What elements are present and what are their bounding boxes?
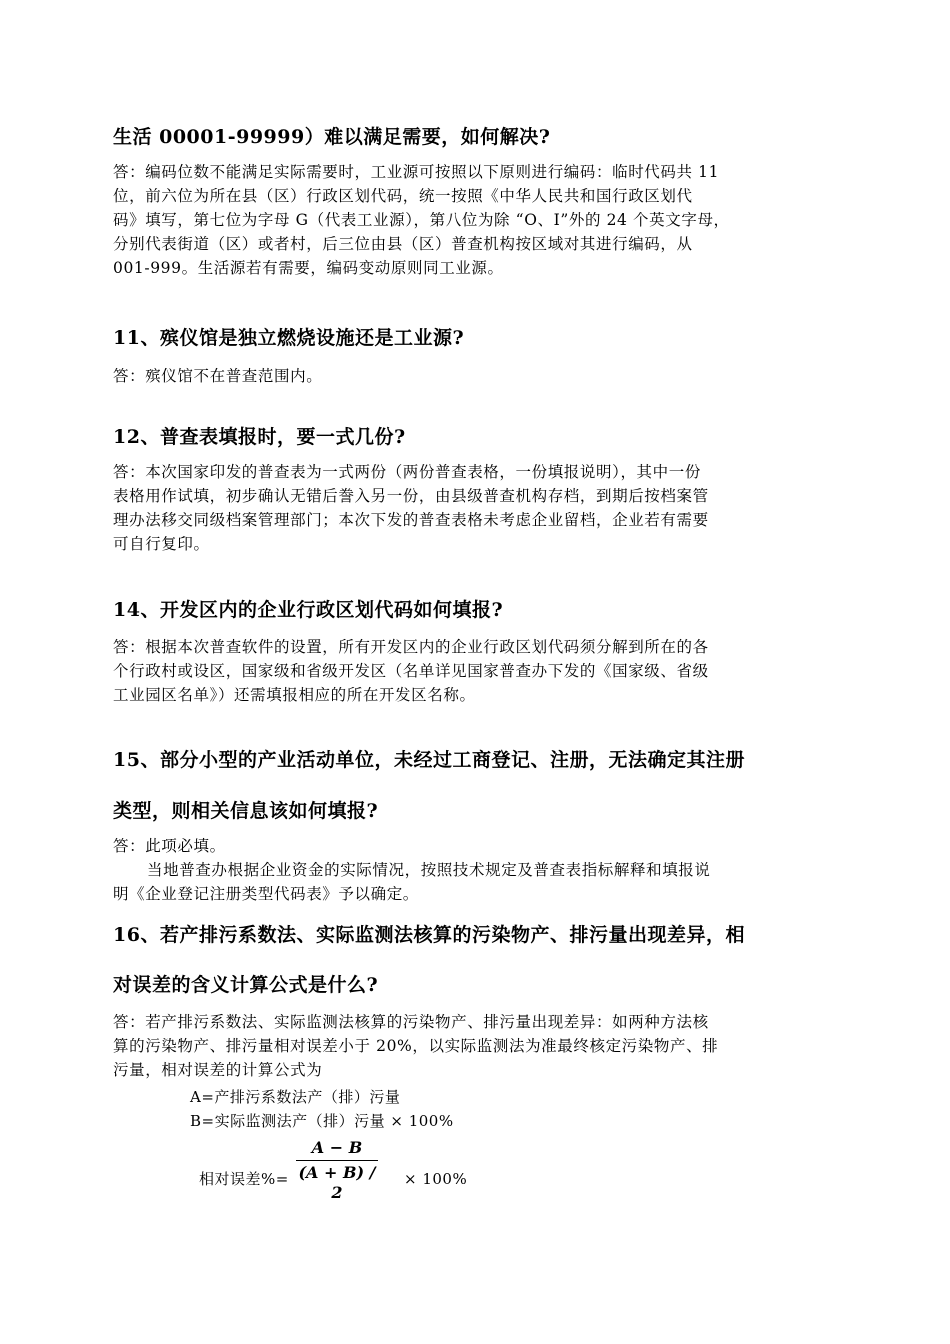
question-heading: 16、若产排污系数法、实际监测法核算的污染物产、排污量出现差异，相: [113, 924, 745, 946]
fraction-bar: [296, 1160, 378, 1161]
formula-b-definition: B=实际监测法产（排）污量 × 100%: [190, 1112, 454, 1130]
answer-paragraph: [113, 460, 853, 556]
formula-fraction: [296, 1138, 378, 1203]
answer-line: 明《企业登记注册类型代码表》予以确定。: [113, 885, 419, 903]
answer-line: 答：编码位数不能满足实际需要时，工业源可按照以下原则进行编码：临时代码共 11: [113, 163, 720, 181]
answer-paragraph: [113, 635, 853, 707]
answer-line: 个行政村或设区，国家级和省级开发区（名单详见国家普查办下发的《国家级、省级: [113, 662, 709, 680]
formula-a-definition: A=产排污系数法产（排）污量: [190, 1088, 401, 1106]
formula-suffix: × 100%: [404, 1170, 468, 1188]
question-heading: 15、部分小型的产业活动单位，未经过工商登记、注册，无法确定其注册: [113, 749, 745, 771]
answer-line: 答：本次国家印发的普查表为一式两份（两份普查表格，一份填报说明），其中一份: [113, 463, 701, 481]
formula-label: 相对误差%=: [199, 1170, 289, 1188]
question-heading: 14、开发区内的企业行政区划代码如何填报?: [113, 599, 504, 621]
question-heading: 11、殡仪馆是独立燃烧设施还是工业源?: [113, 327, 465, 349]
answer-line: 答：根据本次普查软件的设置，所有开发区内的企业行政区划代码须分解到所在的各: [113, 638, 709, 656]
answer-paragraph: [113, 160, 853, 280]
question-heading: 生活 00001-99999）难以满足需要，如何解决?: [113, 126, 551, 148]
answer-line: 算的污染物产、排污量相对误差小于 20%，以实际监测法为准最终核定污染物产、排: [113, 1037, 719, 1055]
answer-line: 表格用作试填，初步确认无错后誊入另一份，由县级普查机构存档，到期后按档案管: [113, 487, 709, 505]
formula-denominator: (A + B) / 2: [298, 1163, 376, 1202]
answer-paragraph: [113, 1010, 853, 1082]
answer-line: 001-999。生活源若有需要，编码变动原则同工业源。: [113, 259, 504, 277]
answer-line: 答：殡仪馆不在普查范围内。: [113, 367, 323, 385]
answer-line: 位，前六位为所在县（区）行政区划代码，统一按照《中华人民共和国行政区划代: [113, 187, 693, 205]
answer-line: 工业园区名单》）还需填报相应的所在开发区名称。: [113, 686, 476, 704]
answer-line: 当地普查办根据企业资金的实际情况，按照技术规定及普查表指标解释和填报说: [147, 861, 711, 879]
answer-line: 可自行复印。: [113, 535, 210, 553]
formula-numerator: A − B: [311, 1138, 363, 1157]
answer-line: 分别代表街道（区）或者村，后三位由县（区）普查机构按区域对其进行编码，从: [113, 235, 693, 253]
answer-paragraph: [113, 834, 853, 906]
answer-line: 理办法移交同级档案管理部门；本次下发的普查表格未考虑企业留档，企业若有需要: [113, 511, 709, 529]
answer-line: 污量，相对误差的计算公式为: [113, 1061, 323, 1079]
answer-line: 码》填写，第七位为字母 G（代表工业源），第八位为除 “O、I”外的 24 个英文字母，: [113, 211, 730, 229]
question-heading: 12、普查表填报时，要一式几份?: [113, 426, 406, 448]
answer-line: 答：若产排污系数法、实际监测法核算的污染物产、排污量出现差异：如两种方法核: [113, 1013, 709, 1031]
question-heading-continued: 对误差的含义计算公式是什么?: [113, 974, 379, 996]
answer-paragraph: [113, 364, 853, 388]
answer-line: 答：此项必填。: [113, 837, 226, 855]
question-heading-continued: 类型，则相关信息该如何填报?: [113, 800, 379, 822]
